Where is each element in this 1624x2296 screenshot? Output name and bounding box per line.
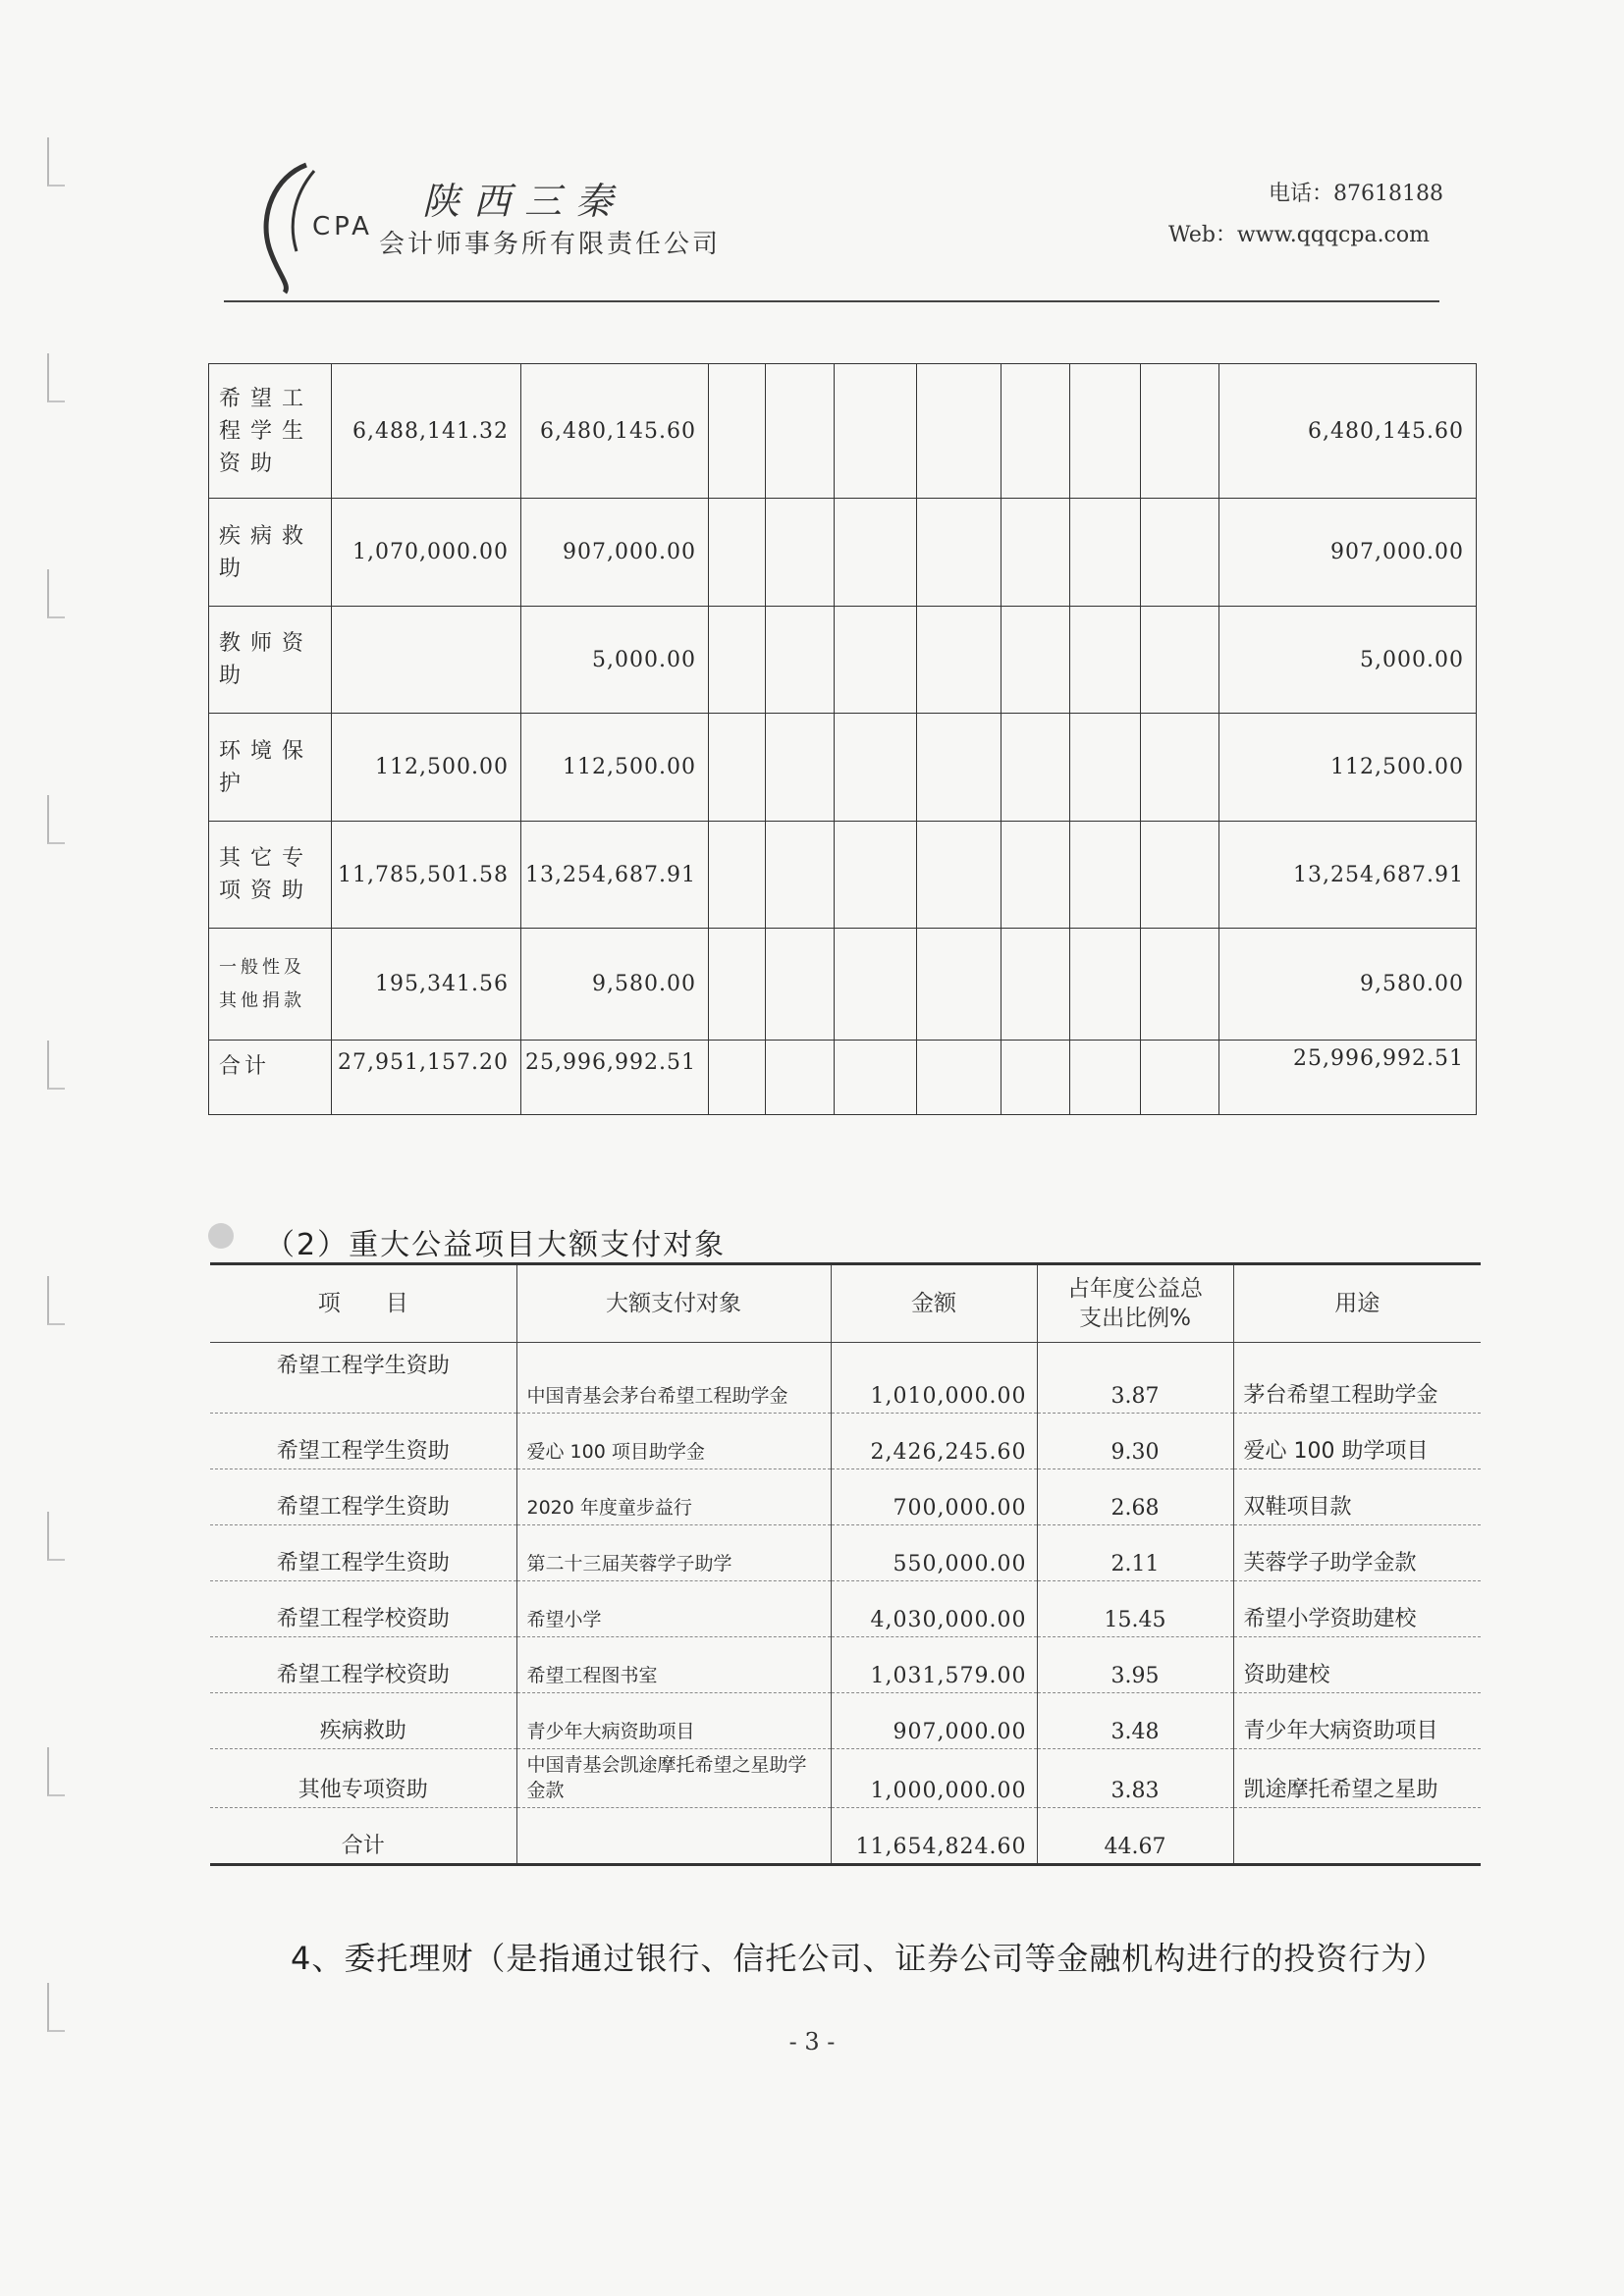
company-logo (245, 157, 756, 294)
cell-total: 9,580.00 (1218, 929, 1476, 1041)
table-row-total (209, 1041, 1477, 1115)
cell-item: 其他专项资助 (210, 1749, 516, 1808)
company-name: 陕西三秦 (422, 180, 627, 223)
cell-object: 希望小学 (516, 1581, 831, 1637)
cell-amount: 700,000.00 (831, 1469, 1037, 1525)
cell-use: 希望小学资助建校 (1233, 1581, 1481, 1637)
row-item-label: 合计 (209, 1041, 332, 1115)
cell-object: 中国青基会凯途摩托希望之星助学金款 (516, 1749, 831, 1808)
binding-mark (47, 1983, 65, 2032)
cell-total: 25,996,992.51 (1218, 1041, 1476, 1115)
header-use: 用途 (1233, 1264, 1481, 1343)
cell-value-b: 5,000.00 (521, 607, 709, 714)
cell-total: 13,254,687.91 (1218, 822, 1476, 929)
row-item-label: 希望工程学生资助 (209, 364, 332, 499)
cell-item: 希望工程学生资助 (210, 1414, 516, 1469)
section-2-title: （2）重大公益项目大额支付对象 (265, 1228, 727, 1262)
row-item-label: 一般性及其他捐款 (209, 929, 332, 1041)
cell-use (1233, 1808, 1481, 1865)
cell-value-a: 1,070,000.00 (332, 499, 521, 607)
cell-object: 希望工程图书室 (516, 1637, 831, 1693)
row-item-label: 疾病救助 (209, 499, 332, 607)
cell-amount: 550,000.00 (831, 1525, 1037, 1581)
cell-amount: 4,030,000.00 (831, 1581, 1037, 1637)
cell-item: 希望工程学校资助 (210, 1581, 516, 1637)
table-header-row (210, 1264, 1481, 1343)
binding-mark (47, 1512, 65, 1561)
large-payment-table (210, 1262, 1481, 1866)
cell-ratio: 3.83 (1037, 1749, 1233, 1808)
table-row (210, 1343, 1481, 1414)
cell-amount: 907,000.00 (831, 1693, 1037, 1749)
cell-value-a: 27,951,157.20 (332, 1041, 521, 1115)
binding-mark (47, 1276, 65, 1325)
cell-object: 第二十三届芙蓉学子助学 (516, 1525, 831, 1581)
cell-total-ratio: 44.67 (1037, 1808, 1233, 1865)
cell-value-b: 25,996,992.51 (521, 1041, 709, 1115)
cell-total: 112,500.00 (1218, 714, 1476, 822)
cell-total: 6,480,145.60 (1218, 364, 1476, 499)
donation-summary-table (208, 363, 1477, 1115)
cell-item: 希望工程学生资助 (210, 1343, 516, 1414)
cell-object: 青少年大病资助项目 (516, 1693, 831, 1749)
header-ratio: 占年度公益总支出比例% (1037, 1264, 1233, 1343)
cell-item: 希望工程学校资助 (210, 1637, 516, 1693)
cell-amount: 1,031,579.00 (831, 1637, 1037, 1693)
table-row (210, 1414, 1481, 1469)
table-row (210, 1693, 1481, 1749)
binding-mark (47, 137, 65, 187)
section-4-title: 4、委托理财（是指通过银行、信托公司、证券公司等金融机构进行的投资行为） (291, 1940, 1446, 1977)
binding-mark (47, 795, 65, 844)
header-amount: 金额 (831, 1264, 1037, 1343)
cell-value-b: 9,580.00 (521, 929, 709, 1041)
cell-total: 5,000.00 (1218, 607, 1476, 714)
company-subtitle: 会计师事务所有限责任公司 (379, 230, 722, 259)
cell-ratio: 3.95 (1037, 1637, 1233, 1693)
cell-use: 双鞋项目款 (1233, 1469, 1481, 1525)
cell-total: 907,000.00 (1218, 499, 1476, 607)
row-item-label: 其它专项资助 (209, 822, 332, 929)
cell-value-b: 112,500.00 (521, 714, 709, 822)
contact-phone: 电话：87618188 (1269, 182, 1443, 206)
binding-mark (47, 1747, 65, 1796)
cell-object (516, 1808, 831, 1865)
page-number: - 3 - (788, 2028, 836, 2056)
cell-ratio: 3.87 (1037, 1343, 1233, 1414)
cell-use: 青少年大病资助项目 (1233, 1693, 1481, 1749)
binding-mark (47, 569, 65, 618)
table-row (210, 1581, 1481, 1637)
contact-web: Web：www.qqqcpa.com (1168, 223, 1430, 247)
cell-value-b: 13,254,687.91 (521, 822, 709, 929)
table-row-total (210, 1808, 1481, 1865)
cell-value-a: 6,488,141.32 (332, 364, 521, 499)
table-row (210, 1749, 1481, 1808)
table-row (209, 714, 1477, 822)
table-row (209, 607, 1477, 714)
binding-marks (47, 118, 67, 2179)
header-object: 大额支付对象 (516, 1264, 831, 1343)
cell-value-a (332, 607, 521, 714)
cell-use: 资助建校 (1233, 1637, 1481, 1693)
cell-total-amount: 11,654,824.60 (831, 1808, 1037, 1865)
table-row (210, 1637, 1481, 1693)
cell-value-b: 907,000.00 (521, 499, 709, 607)
cell-use: 芙蓉学子助学金款 (1233, 1525, 1481, 1581)
cell-amount: 2,426,245.60 (831, 1414, 1037, 1469)
cell-object: 中国青基会茅台希望工程助学金 (516, 1343, 831, 1414)
cell-item: 希望工程学生资助 (210, 1525, 516, 1581)
binding-mark (47, 353, 65, 402)
smudge-mark (208, 1223, 234, 1249)
cell-total-label: 合计 (210, 1808, 516, 1865)
table-row (210, 1525, 1481, 1581)
cell-ratio: 2.11 (1037, 1525, 1233, 1581)
table-row (210, 1469, 1481, 1525)
cell-ratio: 3.48 (1037, 1693, 1233, 1749)
cell-ratio: 9.30 (1037, 1414, 1233, 1469)
row-item-label: 环境保护 (209, 714, 332, 822)
table-row (209, 364, 1477, 499)
cell-use: 茅台希望工程助学金 (1233, 1343, 1481, 1414)
table-row (209, 822, 1477, 929)
binding-mark (47, 1041, 65, 1090)
cell-value-a: 195,341.56 (332, 929, 521, 1041)
table-row (209, 499, 1477, 607)
cell-use: 爱心 100 助学项目 (1233, 1414, 1481, 1469)
cell-ratio: 15.45 (1037, 1581, 1233, 1637)
logo-cpa-text: CPA (312, 212, 373, 241)
cell-value-b: 6,480,145.60 (521, 364, 709, 499)
header-item: 项 目 (317, 1291, 408, 1316)
cell-value-a: 11,785,501.58 (332, 822, 521, 929)
cell-item: 希望工程学生资助 (210, 1469, 516, 1525)
cell-value-a: 112,500.00 (332, 714, 521, 822)
header-divider (224, 300, 1439, 302)
cell-amount: 1,000,000.00 (831, 1749, 1037, 1808)
cell-ratio: 2.68 (1037, 1469, 1233, 1525)
cell-use: 凯途摩托希望之星助 (1233, 1749, 1481, 1808)
cell-amount: 1,010,000.00 (831, 1343, 1037, 1414)
cell-object: 爱心 100 项目助学金 (516, 1414, 831, 1469)
table-row (209, 929, 1477, 1041)
row-item-label: 教师资助 (209, 607, 332, 714)
cell-object: 2020 年度童步益行 (516, 1469, 831, 1525)
cell-item: 疾病救助 (210, 1693, 516, 1749)
